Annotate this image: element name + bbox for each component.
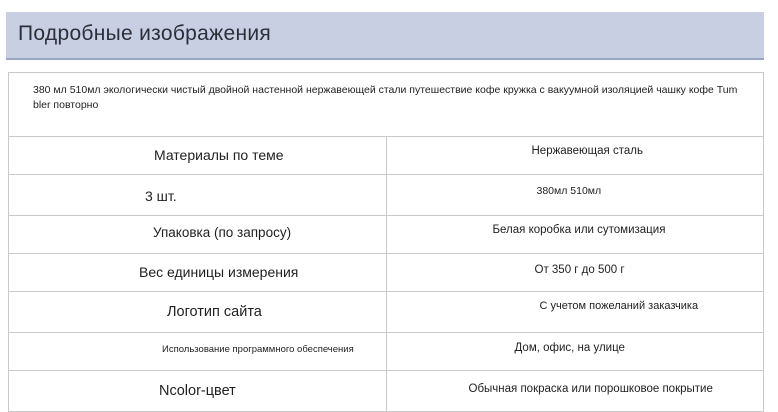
table-row (9, 216, 764, 254)
table-row (9, 292, 764, 333)
spec-table (8, 72, 764, 412)
row-value-color: Обычная покраска или порошковое покрытие (468, 383, 713, 395)
section-title: Подробные изображения (18, 22, 272, 45)
row-value-logo: С учетом пожеланий заказчика (539, 300, 699, 312)
row-value-capacity: 380мл 510мл (536, 185, 602, 197)
row-label-packaging: Упаковка (по запросу) (153, 225, 292, 240)
description-row (9, 73, 764, 137)
row-value-material: Нержавеющая сталь (531, 145, 643, 157)
row-label-logo: Логотип сайта (167, 304, 262, 320)
table-row (9, 333, 764, 371)
row-value-weight: От 350 г до 500 г (534, 264, 625, 276)
table-row (9, 137, 764, 175)
section-header (6, 12, 764, 60)
table-row (9, 175, 764, 216)
row-value-usage: Дом, офис, на улице (514, 342, 625, 354)
row-label-capacity: 3 шт. (145, 188, 177, 204)
row-label-color: Ncolor-цвет (159, 383, 236, 399)
product-description: 380 мл 510мл экологически чистый двойной настенной нержавеющей стали путешествие кофе кружка с вакуумной изоляцией чашку кофе Tumbler повторно (9, 73, 764, 137)
row-label-weight: Вес единицы измерения (139, 264, 299, 280)
row-label-usage: Использование программного обеспечения (162, 344, 354, 355)
row-label-material: Материалы по теме (154, 147, 284, 163)
table-row (9, 254, 764, 292)
table-row (9, 371, 764, 412)
row-value-packaging: Белая коробка или сутомизация (492, 224, 666, 236)
